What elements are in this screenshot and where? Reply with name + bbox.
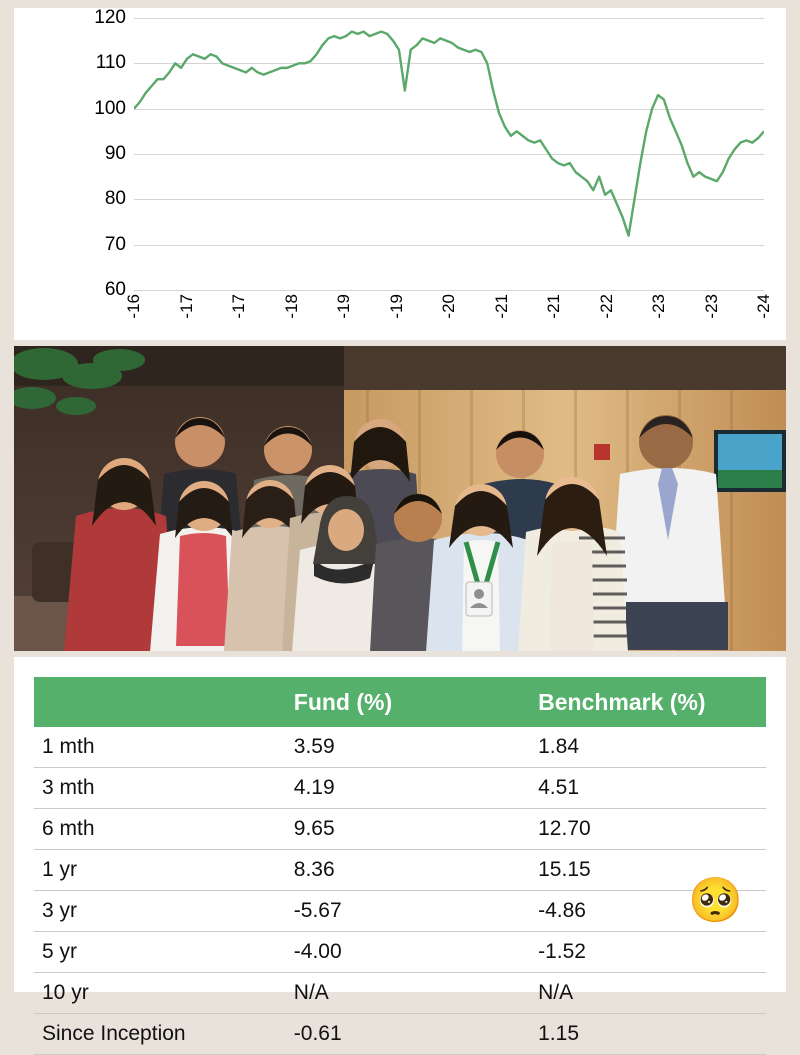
fund-cell: N/A <box>242 973 504 1014</box>
y-axis-tick-label: 70 <box>104 233 126 255</box>
x-axis-tick-label: -17 <box>229 294 248 319</box>
period-cell: 3 mth <box>34 768 242 809</box>
benchmark-cell: 1.84 <box>504 727 766 768</box>
team-group-photo <box>14 346 786 651</box>
x-axis-tick-label: -18 <box>281 294 301 319</box>
fund-cell: -4.00 <box>242 932 504 973</box>
chart-plot-area <box>94 7 773 319</box>
fund-cell: 3.59 <box>242 727 504 768</box>
table-row <box>34 850 766 891</box>
table-row <box>34 932 766 973</box>
table-row <box>34 973 766 1014</box>
table-row <box>34 727 766 768</box>
team-group-photo-graphic <box>14 346 786 651</box>
x-axis-tick-label: -16 <box>124 294 143 319</box>
period-cell: 1 mth <box>34 727 242 768</box>
benchmark-cell: 15.15 <box>504 850 766 891</box>
column-header-fund: Fund (%) <box>242 677 504 727</box>
x-axis-tick-label: -23 <box>701 294 721 319</box>
table-header-row <box>34 677 766 727</box>
fund-cell: 8.36 <box>242 850 504 891</box>
chart-series-line <box>134 18 764 290</box>
fund-cell: 9.65 <box>242 809 504 850</box>
fund-cell: -5.67 <box>242 891 504 932</box>
performance-table <box>34 677 766 1055</box>
period-cell: Since Inception <box>34 1014 242 1055</box>
x-axis-tick-label: -21 <box>491 294 511 319</box>
table-header <box>34 677 766 727</box>
period-cell: 5 yr <box>34 932 242 973</box>
sad-face-emoji: 🥺 <box>688 876 743 925</box>
y-axis-tick-label: 80 <box>104 188 126 210</box>
performance-table-panel <box>14 657 786 1045</box>
benchmark-cell: 1.15 <box>504 1014 766 1055</box>
column-header-period <box>34 677 242 727</box>
benchmark-cell: N/A <box>504 973 766 1014</box>
x-axis-tick-label: -21 <box>544 294 563 319</box>
period-cell: 1 yr <box>34 850 242 891</box>
y-axis-tick-label: 90 <box>104 143 126 164</box>
y-axis-tick-label: 60 <box>104 279 126 300</box>
x-axis-tick-label: -24 <box>754 294 773 319</box>
benchmark-cell: -4.86 <box>504 891 766 932</box>
y-axis-tick-label: 100 <box>94 97 126 119</box>
chart-inner <box>14 8 786 340</box>
column-header-benchmark: Benchmark (%) <box>504 677 766 727</box>
benchmark-cell: 12.70 <box>504 809 766 850</box>
y-axis-label-wrap <box>0 26 76 316</box>
x-axis-tick-label: -23 <box>649 294 668 319</box>
table-row <box>34 891 766 932</box>
x-axis-tick-label: -19 <box>386 294 406 319</box>
x-axis-tick-label: -22 <box>596 294 616 319</box>
x-axis-tick-label: -20 <box>439 294 458 319</box>
table-row <box>34 768 766 809</box>
x-axis-tick-label: -19 <box>334 294 353 319</box>
y-axis-tick-label: 120 <box>94 7 126 28</box>
table-row <box>34 809 766 850</box>
fund-cell: 4.19 <box>242 768 504 809</box>
x-axis-tick-label: -17 <box>176 294 196 319</box>
table-row <box>34 1014 766 1055</box>
benchmark-cell: 4.51 <box>504 768 766 809</box>
benchmark-cell: -1.52 <box>504 932 766 973</box>
period-cell: 3 yr <box>34 891 242 932</box>
period-cell: 10 yr <box>34 973 242 1014</box>
performance-chart-panel <box>14 8 786 340</box>
fund-cell: -0.61 <box>242 1014 504 1055</box>
table-body <box>34 727 766 1055</box>
y-axis-tick-label: 110 <box>95 52 126 74</box>
period-cell: 6 mth <box>34 809 242 850</box>
chart-gridline <box>134 290 764 291</box>
